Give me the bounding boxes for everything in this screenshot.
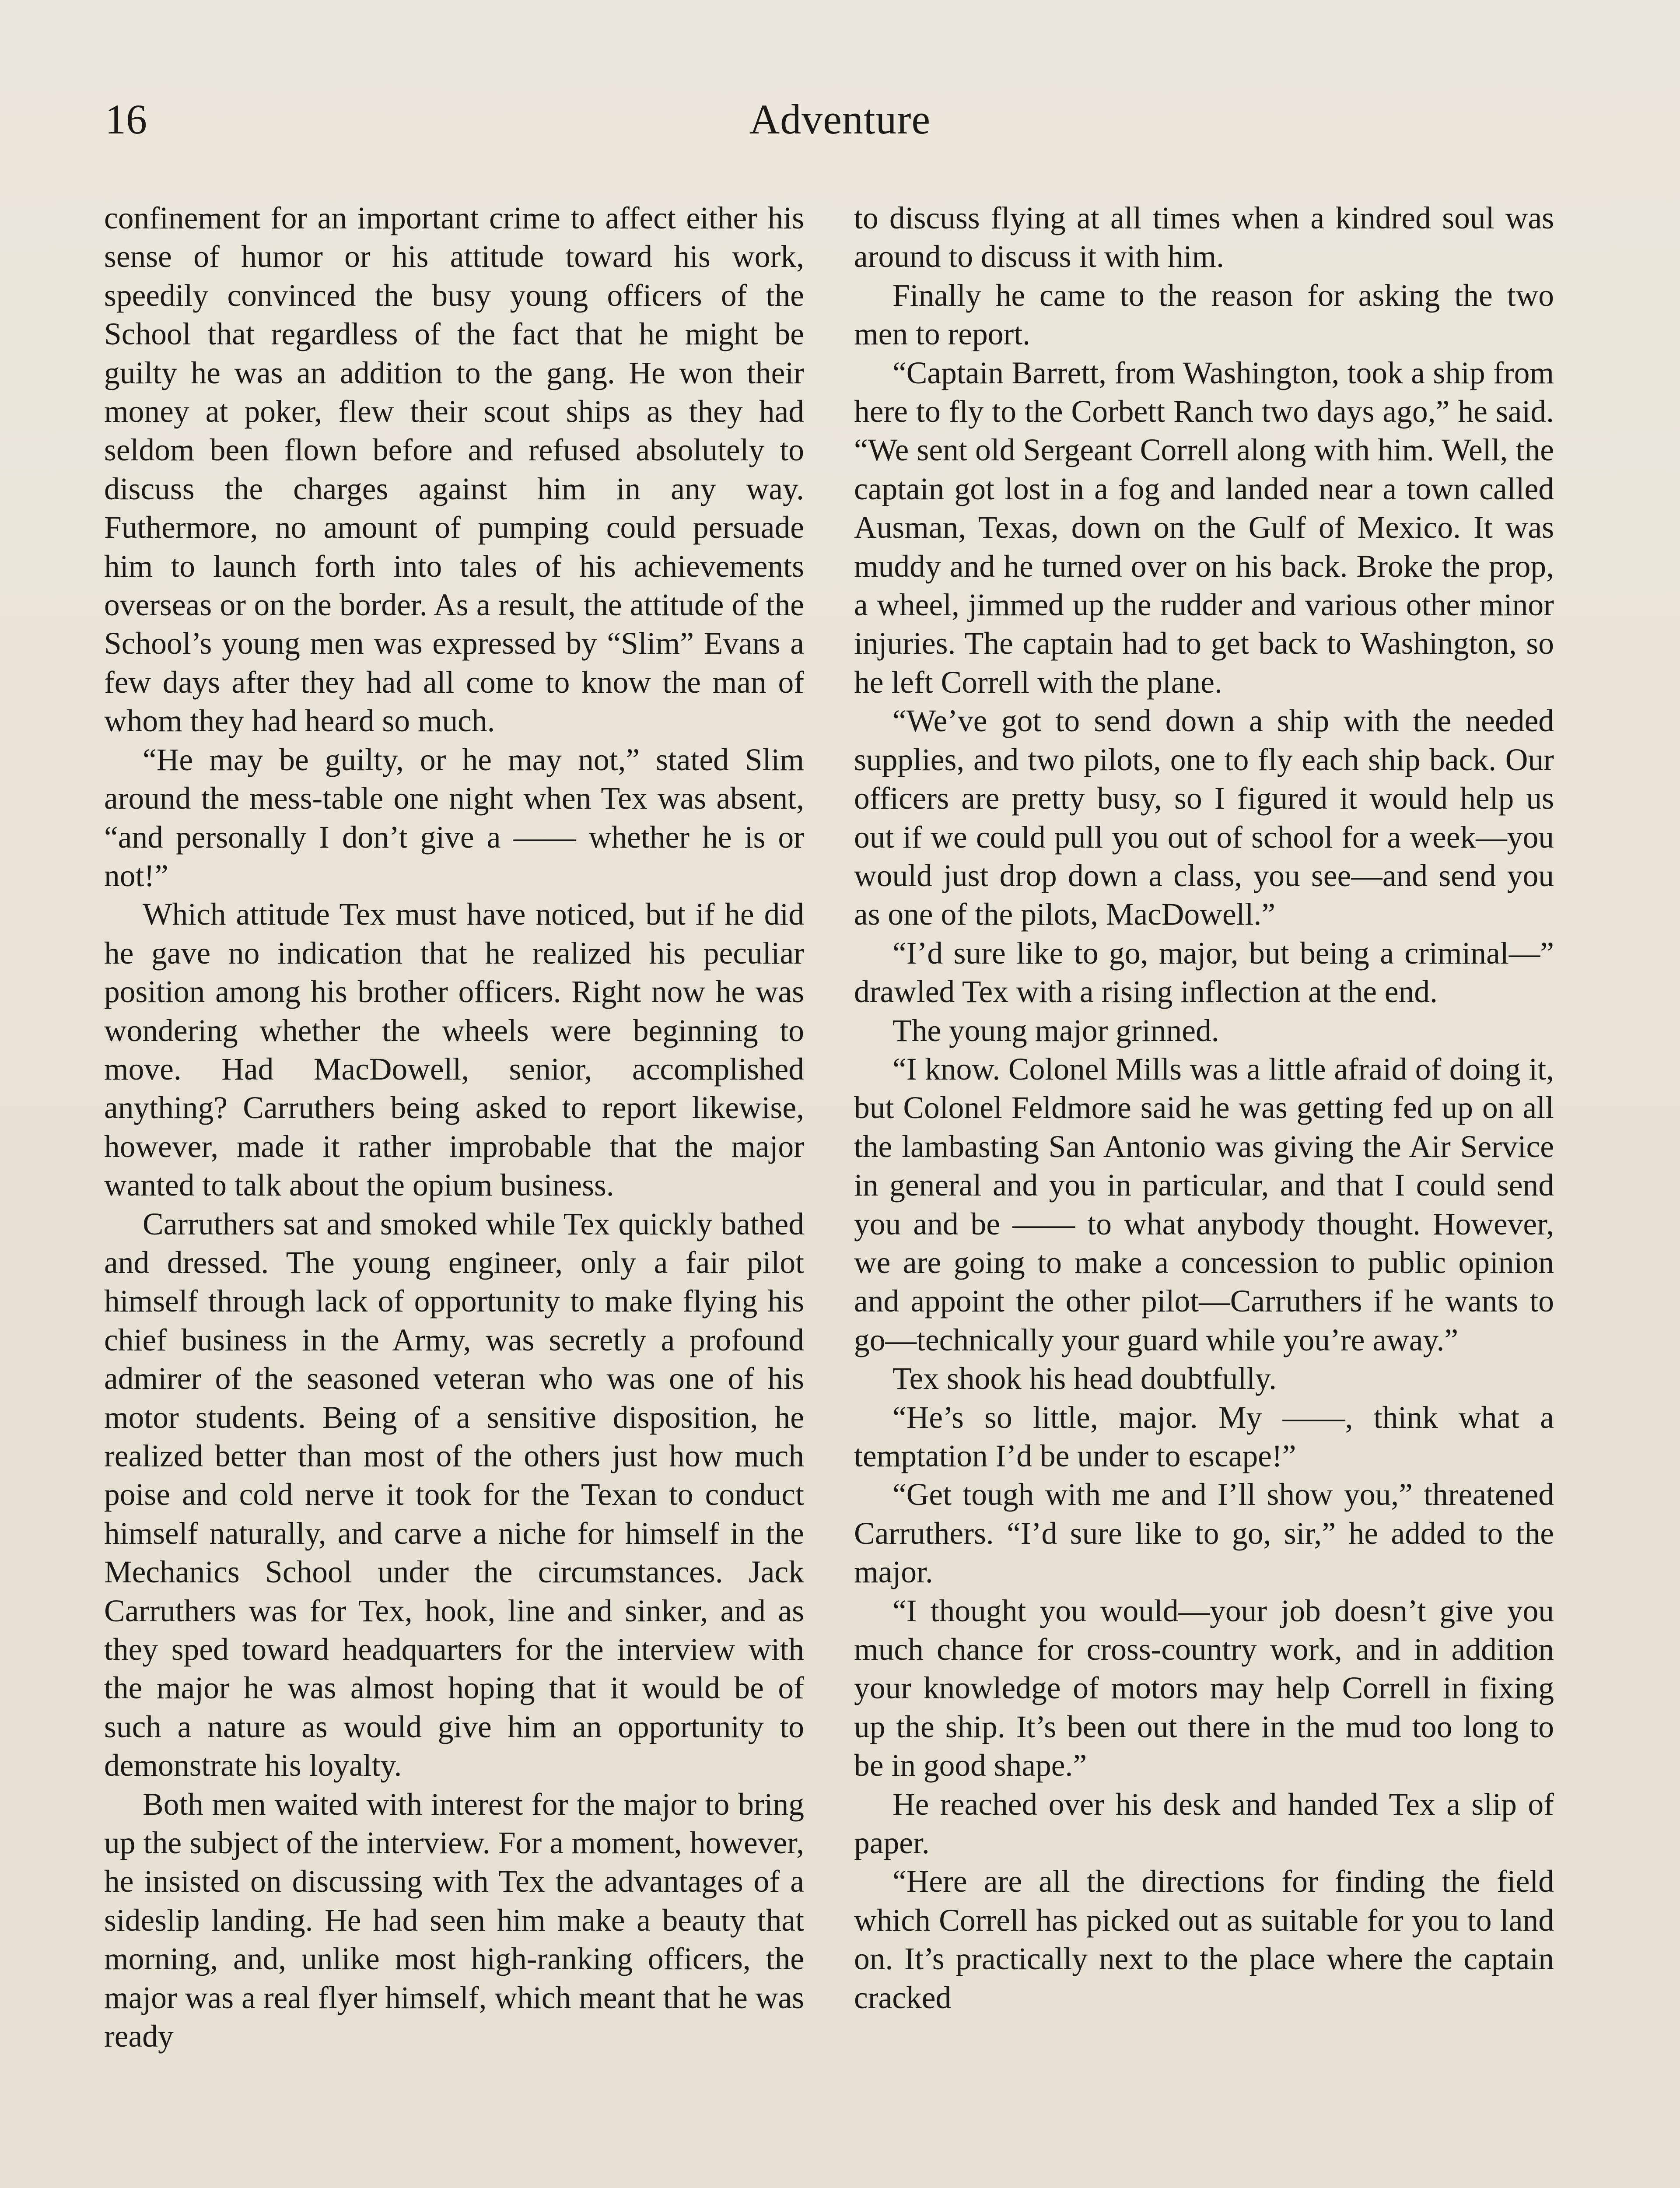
right-text-column bbox=[854, 199, 1554, 2017]
paragraph: He reached over his desk and handed Tex a slip of paper. bbox=[854, 1787, 1554, 1861]
paragraph: “He may be guilty, or he may not,” stated Slim around the mess-table one night when Tex was absent, “and personally I don’t give a —— whether he is or not!” bbox=[104, 742, 804, 893]
paragraph: “Get tough with me and I’ll show you,” threatened Carruthers. “I’d sure like to go, sir,” he added to the major. bbox=[854, 1477, 1554, 1590]
paragraph: Finally he came to the reason for asking the two men to report. bbox=[854, 278, 1554, 352]
page-number: 16 bbox=[105, 96, 147, 143]
paragraph: to discuss flying at all times when a kindred soul was around to discuss it with him. bbox=[854, 201, 1554, 274]
paragraph: The young major grinned. bbox=[892, 1013, 1219, 1048]
left-text-column bbox=[104, 199, 804, 2056]
paragraph: Carruthers sat and smoked while Tex quickly bathed and dressed. The young engineer, only a fair pilot himself through lack of opportunity to make flying his chief business in the Army, was secretly a profound admirer of the seasoned veteran who was one of his motor students. Being of a sensitive disposition, he realized better than most of the others just how much poise and cold nerve it took for the Texan to conduct himself naturally, and carve a niche for himself in the Mechanics School under the circumstances. Jack Carruthers was for Tex, hook, line and sinker, and as they sped toward headquarters for the interview with the major he was almost hoping that it would be of such a nature as would give him an opportunity to demonstrate his loyalty. bbox=[104, 1206, 804, 1783]
paragraph: Which attitude Tex must have noticed, but if he did he gave no indication that he realized his peculiar position among his brother officers. Right now he was wondering whether the wheels were beginning to move. Had MacDowell, senior, accomplished anything? Carruthers being asked to report likewise, however, made it rather improbable that the major wanted to talk about the opium business. bbox=[104, 897, 804, 1203]
paragraph: “He’s so little, major. My ——, think what a temptation I’d be under to escape!” bbox=[854, 1400, 1554, 1473]
paragraph: Both men waited with interest for the major to bring up the subject of the interview. For a moment, however, he insisted on discussing with Tex the advantages of a sideslip landing. He had seen him make a beauty that morning, and, unlike most high-ranking officers, the major was a real flyer himself, which meant that he was ready bbox=[104, 1787, 804, 2054]
running-head-title: Adventure bbox=[749, 96, 931, 143]
paragraph: confinement for an important crime to affect either his sense of humor or his attitude toward his work, speedily convinced the busy young officers of the School that regardless of the fact that he might be guilty he was an addition to the gang. He won their money at poker, flew their scout ships as they had seldom been flown before and refused absolutely to discuss the charges against him in any way. Futhermore, no amount of pumping could persuade him to launch forth into tales of his achievements overseas or on the border. As a result, the attitude of the School’s young men was expressed by “Slim” Evans a few days after they had all come to know the man of whom they had heard so much. bbox=[104, 201, 804, 739]
paragraph: Tex shook his head doubtfully. bbox=[892, 1361, 1277, 1396]
paragraph: “I know. Colonel Mills was a little afraid of doing it, but Colonel Feldmore said he was getting fed up on all the lambasting San Antonio was giving the Air Service in general and you in particular, and that I could send you and be —— to what anybody thought. However, we are going to make a concession to public opinion and appoint the other pilot—Carruthers if he wants to go—technically your guard while you’re away.” bbox=[854, 1052, 1554, 1357]
paragraph: “Here are all the directions for finding the field which Correll has picked out as suitable for you to land on. It’s practically next to the place where the captain cracked bbox=[854, 1864, 1554, 2015]
paragraph: “I’d sure like to go, major, but being a criminal—” drawled Tex with a rising inflection at the end. bbox=[854, 936, 1554, 1010]
paragraph: “I thought you would—your job doesn’t give you much chance for cross-country work, and in addition your knowledge of motors may help Correll in fixing up the ship. It’s been out there in the mud too long to be in good shape.” bbox=[854, 1593, 1554, 1783]
paragraph: “Captain Barrett, from Washington, took a ship from here to fly to the Corbett Ranch two days ago,” he said. “We sent old Sergeant Correll along with him. Well, the captain got lost in a fog and landed near a town called Ausman, Texas, down on the Gulf of Mexico. It was muddy and he turned over on his back. Broke the prop, a wheel, jimmed up the rudder and various other minor injuries. The captain had to get back to Washington, so he left Correll with the plane. bbox=[854, 355, 1554, 700]
paragraph: “We’ve got to send down a ship with the needed supplies, and two pilots, one to fly each ship back. Our officers are pretty busy, so I figured it would help us out if we could pull you out of school for a week—you would just drop down a class, you see—and send you as one of the pilots, MacDowell.” bbox=[854, 704, 1554, 932]
